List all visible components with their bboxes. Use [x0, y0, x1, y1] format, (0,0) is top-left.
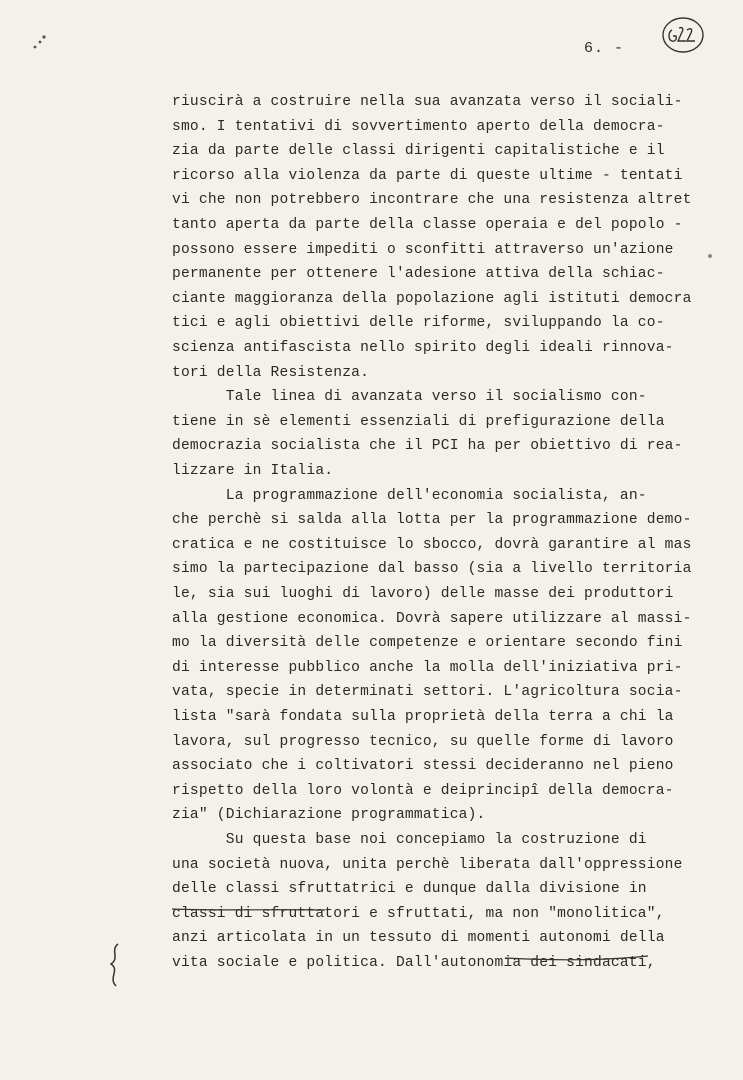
page-number: 6. -	[584, 40, 625, 57]
text-line: riuscirà a costruire nella sua avanzata verso il sociali-	[172, 94, 683, 110]
text-line: le, sia sui luoghi di lavoro) delle masse dei produttori	[172, 586, 674, 602]
text-line: alla gestione economica. Dovrà sapere utilizzare al massi-	[172, 610, 692, 627]
text-line: La programmazione dell'economia socialista, an-	[172, 487, 647, 504]
text-line: lavora, sul progresso tecnico, su quelle forme di lavoro	[172, 733, 674, 750]
text-line: vi che non potrebbero incontrare che una resistenza altret	[172, 192, 692, 209]
text-line: di interesse pubblico anche la molla dell'iniziativa pri-	[172, 659, 683, 676]
text-line: vita sociale e politica. Dall'autonomia dei sindacati,	[172, 955, 656, 971]
text-line: anzi articolata in un tessuto di momenti autonomi della	[172, 930, 665, 947]
text-line: delle classi sfruttatrici e dunque dalla divisione in	[172, 881, 647, 898]
text-line: tici e agli obiettivi delle riforme, sviluppando la co-	[172, 315, 665, 332]
text-line: permanente per ottenere l'adesione attiva della schiac-	[172, 266, 665, 283]
text-line: rispetto della loro volontà e deiprincipî della democra-	[172, 782, 674, 799]
text-line: una società nuova, unita perchè liberata dall'oppressione	[172, 856, 683, 873]
text-line: classi di sfruttatori e sfruttati, ma non "monolitica",	[172, 905, 665, 922]
text-line: mo la diversità delle competenze e orientare secondo fini	[172, 635, 683, 652]
text-line: che perchè si salda alla lotta per la programmazione demo-	[172, 512, 692, 529]
text-line: zia da parte delle classi dirigenti capitalistiche e il	[172, 143, 665, 160]
text-line: scienza antifascista nello spirito degli ideali rinnova-	[172, 340, 674, 356]
text-line: simo la partecipazione dal basso (sia a livello territoria	[172, 561, 692, 578]
text-line: tiene in sè elementi essenziali di prefigurazione della	[172, 413, 665, 430]
text-line: vata, specie in determinati settori. L'agricoltura socia-	[172, 684, 683, 701]
text-line: lizzare in Italia.	[172, 463, 334, 479]
text-line: possono essere impediti o sconfitti attraverso un'azione	[172, 241, 674, 258]
text-line: Tale linea di avanzata verso il socialismo con-	[172, 389, 647, 406]
corner-ink-mark	[28, 28, 58, 58]
text-line: tori della Resistenza.	[172, 364, 370, 381]
text-line: smo. I tentativi di sovvertimento aperto della democra-	[172, 118, 665, 135]
text-line: democrazia socialista che il PCI ha per obiettivo di rea-	[172, 438, 683, 455]
stray-ink-dot	[708, 254, 712, 258]
archive-stamp	[660, 14, 706, 56]
text-line: ricorso alla violenza da parte di queste ultime - tentati	[172, 167, 683, 184]
text-line: tanto aperta da parte della classe operaia e del popolo -	[172, 217, 683, 233]
margin-brace-mark	[100, 940, 130, 990]
text-line: associato che i coltivatori stessi decideranno nel pieno	[172, 758, 674, 775]
text-line: cratica e ne costituisce lo sbocco, dovrà garantire al mas	[172, 536, 692, 553]
text-line: Su questa base noi concepiamo la costruzione di	[172, 832, 647, 848]
text-line: ciante maggioranza della popolazione agli istituti democra	[172, 290, 692, 307]
text-line: lista "sarà fondata sulla proprietà della terra a chi la	[172, 709, 674, 725]
text-line: zia" (Dichiarazione programmatica).	[172, 807, 486, 824]
